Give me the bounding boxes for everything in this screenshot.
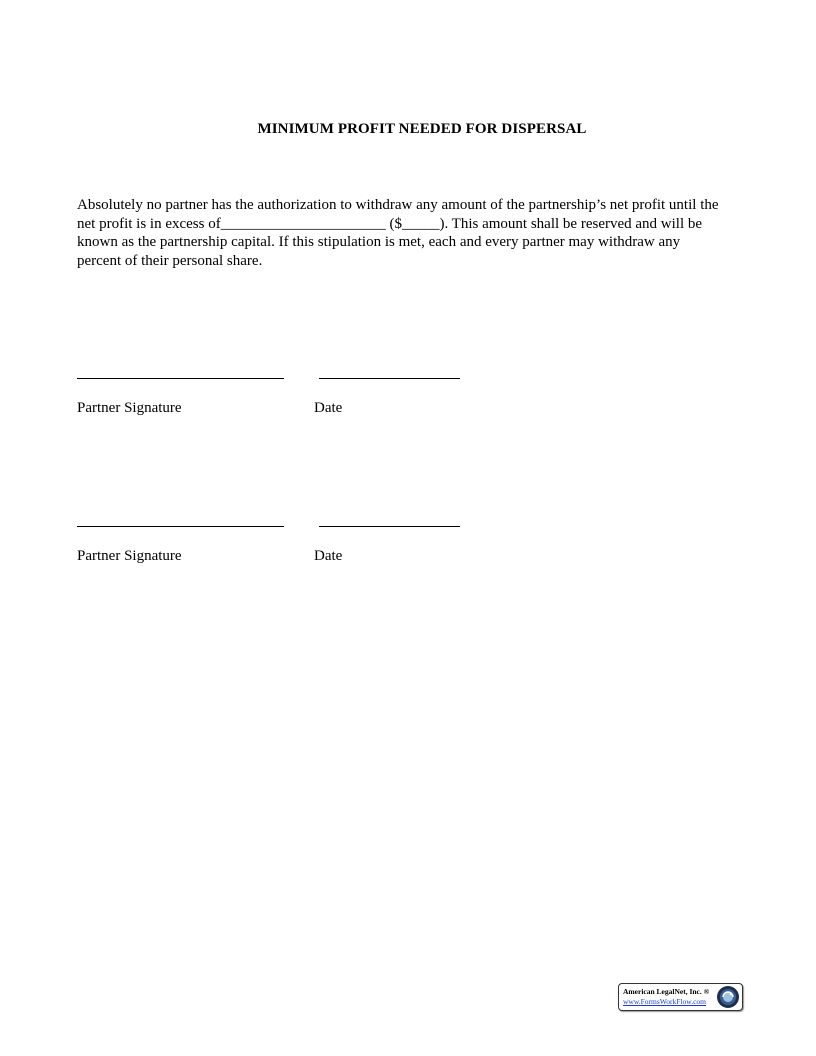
paragraph-line: known as the partnership capital. If this stipulation is met, each and every partner may withdraw any <box>77 234 681 250</box>
badge-url-link[interactable]: www.FormsWorkFlow.com <box>623 997 707 1006</box>
paragraph-line: net profit is in excess of______________________ ($_____). This amount shall be reserved and will be <box>77 215 703 232</box>
paragraph-line: Absolutely no partner has the authorization to withdraw any amount of the partnership’s net profit until the <box>77 197 719 213</box>
partner-signature-label: Partner Signature <box>77 548 182 564</box>
date-label: Date <box>314 548 343 564</box>
date-line[interactable] <box>319 526 460 527</box>
globe-logo-icon <box>716 985 740 1009</box>
partner-signature-label: Partner Signature <box>77 400 182 416</box>
dispersal-clause-paragraph <box>77 196 777 270</box>
partner-signature-line[interactable] <box>77 526 284 527</box>
badge-company-name: American LegalNet, Inc. ® <box>623 987 710 996</box>
date-line[interactable] <box>319 378 460 379</box>
paragraph-line: percent of their personal share. <box>77 252 263 269</box>
date-label: Date <box>314 400 343 416</box>
forms-workflow-badge[interactable] <box>618 983 743 1011</box>
document-title: MINIMUM PROFIT NEEDED FOR DISPERSAL <box>257 121 587 137</box>
partner-signature-line[interactable] <box>77 378 284 379</box>
